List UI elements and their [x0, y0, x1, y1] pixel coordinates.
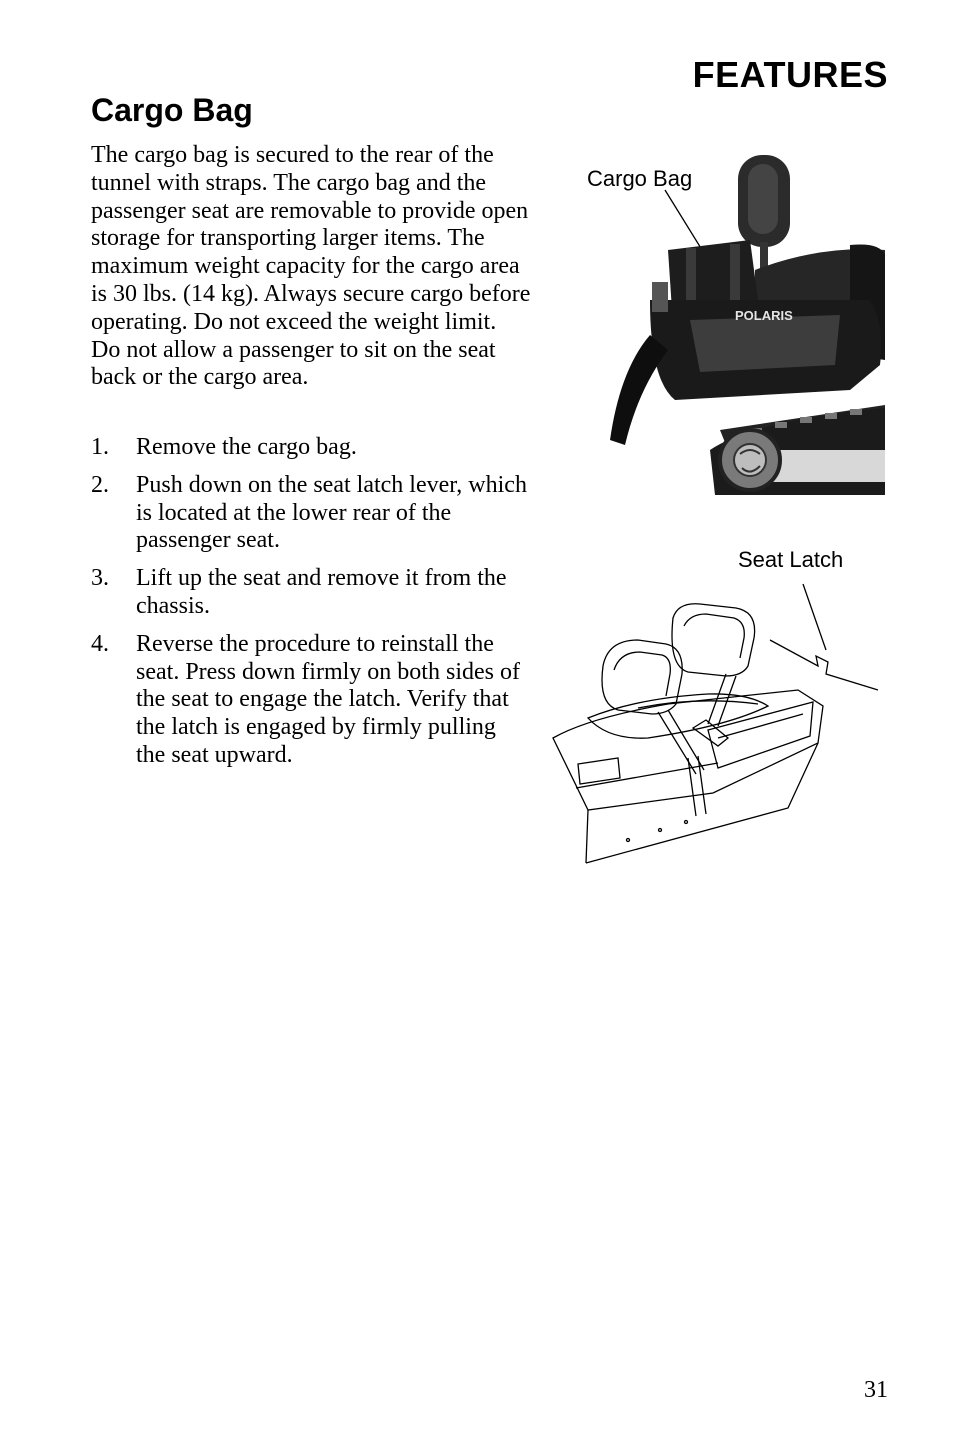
page-number: 31	[864, 1377, 888, 1403]
step-text: Push down on the seat latch lever, which is located at the lower rear of the passenger seat.	[136, 471, 527, 554]
cargo-bag-photo	[580, 150, 890, 500]
section-header: FEATURES	[692, 54, 888, 95]
procedure-steps	[91, 434, 531, 780]
seat-latch-diagram	[548, 578, 888, 870]
intro-paragraph: The cargo bag is secured to the rear of the tunnel with straps. The cargo bag and the passenger seat are removable to provide open storage for transporting larger items. The maximum weight capacity for the cargo area is 30 lbs. (14 kg). Always secure cargo before operating. Do not exceed the weight limit. Do not allow a passenger to sit on the seat back or the cargo area.	[91, 142, 531, 391]
list-item	[91, 434, 531, 462]
cargo-bag-callout-label: Cargo Bag	[587, 166, 693, 191]
page-title: Cargo Bag	[91, 92, 253, 128]
seat-latch-callout-label: Seat Latch	[738, 547, 844, 572]
step-number: 3.	[91, 565, 109, 592]
list-item	[91, 631, 531, 770]
step-text: Remove the cargo bag.	[136, 434, 357, 460]
list-item	[91, 472, 531, 555]
polaris-logo-text: POLARIS	[735, 308, 793, 323]
list-item	[91, 565, 531, 621]
step-number: 1.	[91, 434, 109, 460]
step-text: Reverse the procedure to reinstall the seat. Press down firmly on both sides of the seat to engage the latch. Verify that the latch is engaged by firmly pulling the seat upward.	[136, 630, 520, 768]
step-number: 4.	[91, 630, 109, 657]
step-text: Lift up the seat and remove it from the chassis.	[136, 565, 507, 619]
step-number: 2.	[91, 471, 109, 498]
